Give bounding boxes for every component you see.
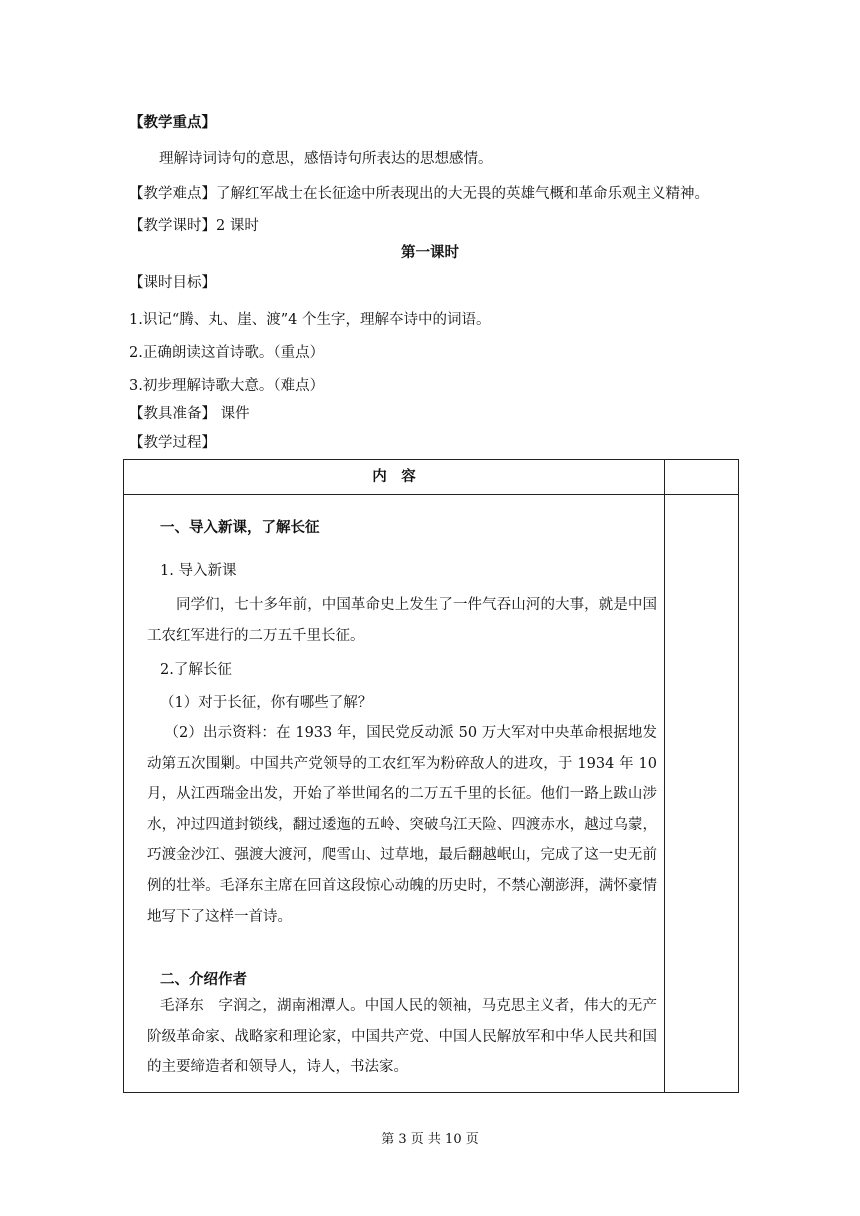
focus-text: 理解诗词诗句的意思，感悟诗句所表达的思想感情。 xyxy=(159,151,493,167)
hours-text: 【教学课时】2 课时 xyxy=(129,218,259,234)
process-label: 【教学过程】 xyxy=(129,435,216,451)
paragraph: 毛泽东 字润之，湖南湘潭人。中国人民的领袖，马克思主义者，伟大的无产阶级革命家、战略家和理论家，中国共产党、中国人民解放军和中华人民共和国的主要缔造者和领导人，诗人，书法家。 xyxy=(147,998,657,1076)
difficulty-text: 【教学难点】了解红军战士在长征途中所表现出的大无畏的英雄气概和革命乐观主义精神。 xyxy=(129,186,709,202)
table-header-content: 内 容 xyxy=(372,468,416,485)
page-footer: 第 3 页 共 10 页 xyxy=(381,1132,479,1147)
column-divider xyxy=(664,460,665,1092)
paragraph: 同学们，七十多年前，中国革命史上发生了一件气吞山河的大事，就是中国工农红军进行的二万五千里长征。 xyxy=(147,597,657,644)
objective-item: 3.初步理解诗歌大意。（难点） xyxy=(129,378,325,394)
tools-text: 【教具准备】 课件 xyxy=(129,406,250,422)
question: （1）对于长征，你有哪些了解？ xyxy=(160,695,373,711)
paragraph: （2）出示资料：在 1933 年，国民党反动派 50 万大军对中央革命根据地发动第五次围剿。中国共产党领导的工农红军为粉碎敌人的进攻，于 1934 年 10 月，从江西瑞金出发，开始了举世闻名的二万五千里的长征。他们一路上跋山涉水，冲过四道封锁线，翻过逶迤的五岭、突破乌江天险、四渡赤水，越过乌蒙，巧渡金沙江、强渡大渡河，爬雪山、过草地，最后翻越岷山，完成了这一史无前例的壮举。毛泽东主席在回首这段惊心动魄的历史时，不禁心潮澎湃，满怀豪情地写下了这样一首诗。 xyxy=(147,725,657,925)
section-heading: 一、导入新课，了解长征 xyxy=(160,519,320,536)
subheading: 1. 导入新课 xyxy=(160,563,237,579)
objectives-label: 【课时目标】 xyxy=(129,275,216,291)
table-header-row xyxy=(124,460,738,495)
subheading: 2.了解长征 xyxy=(160,662,232,678)
focus-label: 【教学重点】 xyxy=(129,114,216,131)
objective-item: 2.正确朗读这首诗歌。（重点） xyxy=(129,345,325,361)
objective-item: 1.识记“腾、丸、崖、渡”4 个生字，理解夲诗中的词语。 xyxy=(129,312,491,328)
section-heading: 二、介绍作者 xyxy=(160,971,247,988)
lesson-table xyxy=(123,459,739,1093)
section-title: 第一课时 xyxy=(401,244,459,261)
